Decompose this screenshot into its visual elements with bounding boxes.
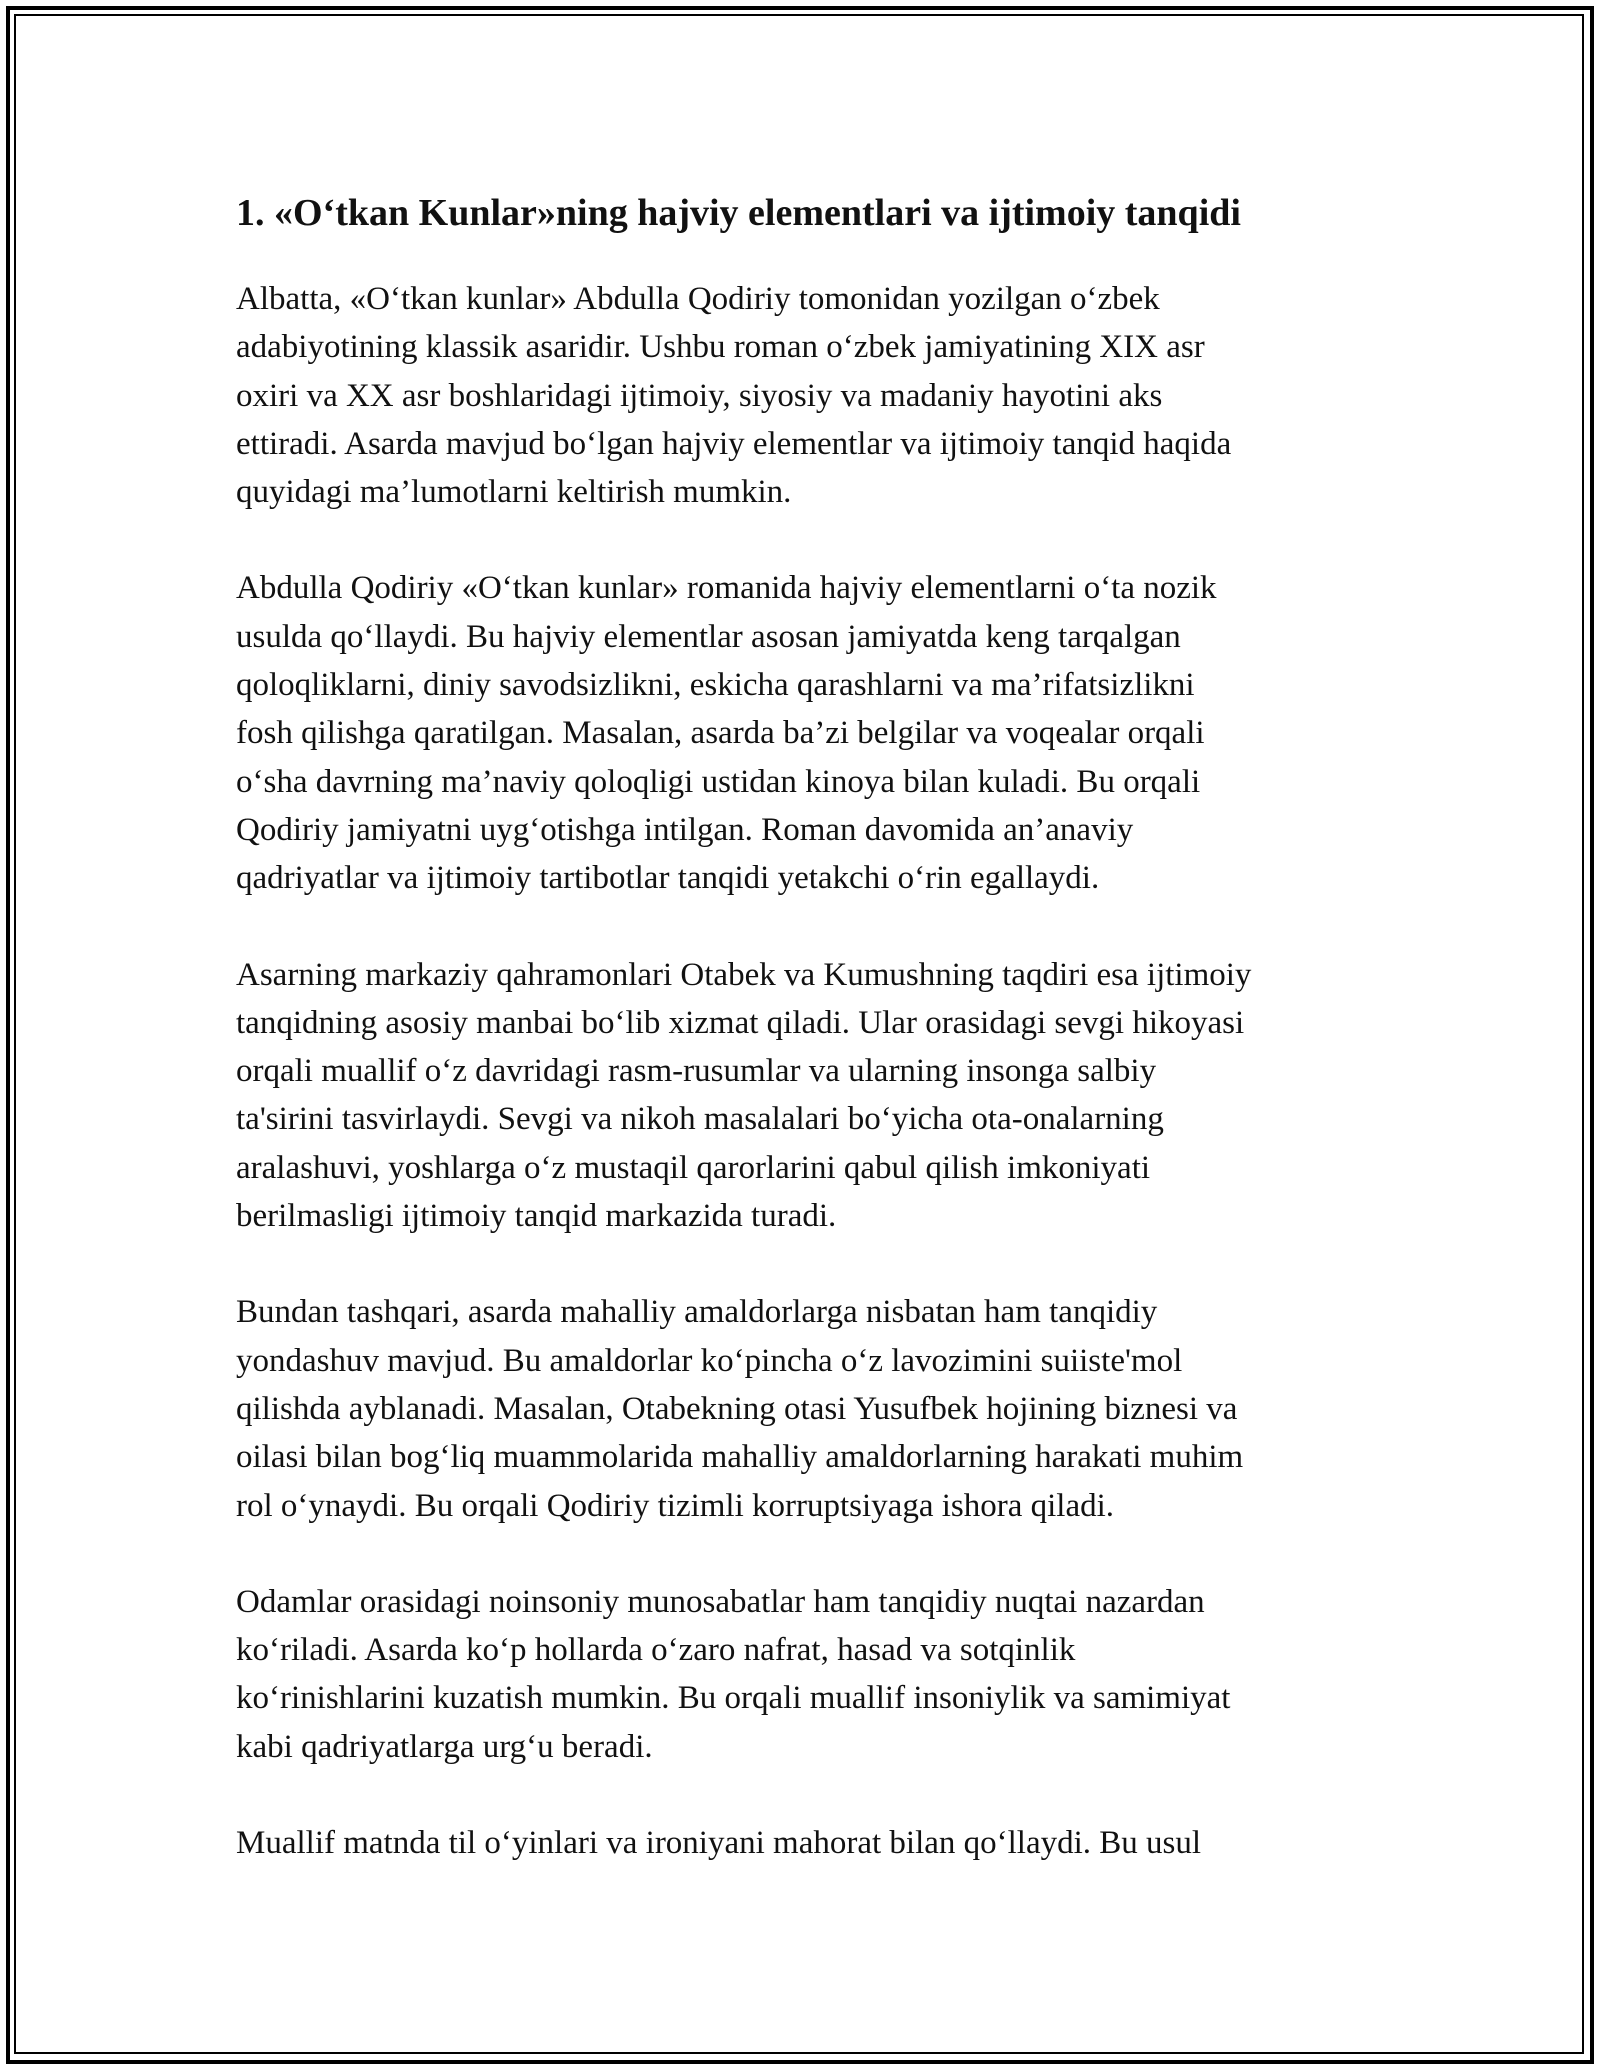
paragraph-line: yondashuv mavjud. Bu amaldorlar ko‘pincha o‘z lavozimini suiiste'mol [236,1342,1183,1379]
paragraph-line: ta'sirini tasvirlaydi. Sevgi va nikoh masalalari bo‘yicha ota-onalarning [236,1101,1164,1138]
paragraph-line: berilmasligi ijtimoiy tanqid markazida turadi. [236,1198,837,1235]
paragraph-line: usulda qo‘llaydi. Bu hajviy elementlar asosan jamiyatda keng tarqalgan [236,618,1181,655]
paragraph-list [236,275,1376,1867]
paragraph-line: o‘sha davrning ma’naviy qoloqligi ustidan kinoya bilan kuladi. Bu orqali [236,763,1201,800]
paragraph [236,1819,1376,1867]
paragraph-line: tanqidning asosiy manbai bo‘lib xizmat qiladi. Ular orasidagi sevgi hikoyasi [236,1004,1245,1041]
paragraph-line: Muallif matnda til o‘yinlari va ironiyani mahorat bilan qo‘llaydi. Bu usul [236,1825,1202,1862]
paragraph [236,951,1376,1241]
paragraph-line: adabiyotining klassik asaridir. Ushbu roman o‘zbek jamiyatining XIX asr [236,329,1205,366]
paragraph-line: ettiradi. Asarda mavjud bo‘lgan hajviy elementlar va ijtimoiy tanqid haqida [236,425,1232,462]
paragraph-line: ko‘rinishlarini kuzatish mumkin. Bu orqali muallif insoniylik va samimiyat [236,1680,1231,1717]
paragraph-line: orqali muallif o‘z davridagi rasm-rusumlar va ularning insonga salbiy [236,1053,1157,1090]
paragraph-line: oxiri va XX asr boshlaridagi ijtimoiy, siyosiy va madaniy hayotini aks [236,377,1163,414]
paragraph-line: aralashuvi, yoshlarga o‘z mustaqil qarorlarini qabul qilish imkoniyati [236,1149,1151,1186]
paragraph-line: qadriyatlar va ijtimoiy tartibotlar tanqidi yetakchi o‘rin egallaydi. [236,860,1100,897]
paragraph-line: Albatta, «O‘tkan kunlar» Abdulla Qodiriy tomonidan yozilgan o‘zbek [236,281,1160,317]
paragraph [236,1288,1376,1529]
paragraph-line: Abdulla Qodiriy «O‘tkan kunlar» romanida hajviy elementlarni o‘ta nozik [236,570,1217,607]
page-title: 1. «O‘tkan Kunlar»ning hajviy elementlari va ijtimoiy tanqidi [236,192,1241,234]
paragraph-line: Asarning markaziy qahramonlari Otabek va Kumushning taqdiri esa ijtimoiy [236,956,1252,993]
paragraph-line: qilishda ayblanadi. Masalan, Otabekning otasi Yusufbek hojining biznesi va [236,1390,1238,1427]
paragraph-line: Bundan tashqari, asarda mahalliy amaldorlarga nisbatan ham tanqidiy [236,1294,1158,1331]
paragraph-line: kabi qadriyatlarga urg‘u beradi. [236,1728,653,1765]
paragraph-line: ko‘riladi. Asarda ko‘p hollarda o‘zaro nafrat, hasad va sotqinlik [236,1632,1076,1669]
paragraph-line: fosh qilishga qaratilgan. Masalan, asarda ba’zi belgilar va voqealar orqali [236,715,1205,752]
paragraph-line: rol o‘ynaydi. Bu orqali Qodiriy tizimli korruptsiyaga ishora qiladi. [236,1487,1115,1524]
paragraph-line: quyidagi ma’lumotlarni keltirish mumkin. [236,474,792,511]
paragraph [236,1578,1376,1771]
document-body [236,185,1376,1915]
paragraph-line: Qodiriy jamiyatni uyg‘otishga intilgan. Roman davomida an’anaviy [236,811,1134,848]
paragraph-line: oilasi bilan bog‘liq muammolarida mahalliy amaldorlarning harakati muhim [236,1439,1244,1476]
paragraph [236,564,1376,902]
paragraph [236,275,1376,516]
paragraph-line: Odamlar orasidagi noinsoniy munosabatlar ham tanqidiy nuqtai nazardan [236,1583,1205,1620]
paragraph-line: qoloqliklarni, diniy savodsizlikni, eskicha qarashlarni va ma’rifatsizlikni [236,667,1195,704]
